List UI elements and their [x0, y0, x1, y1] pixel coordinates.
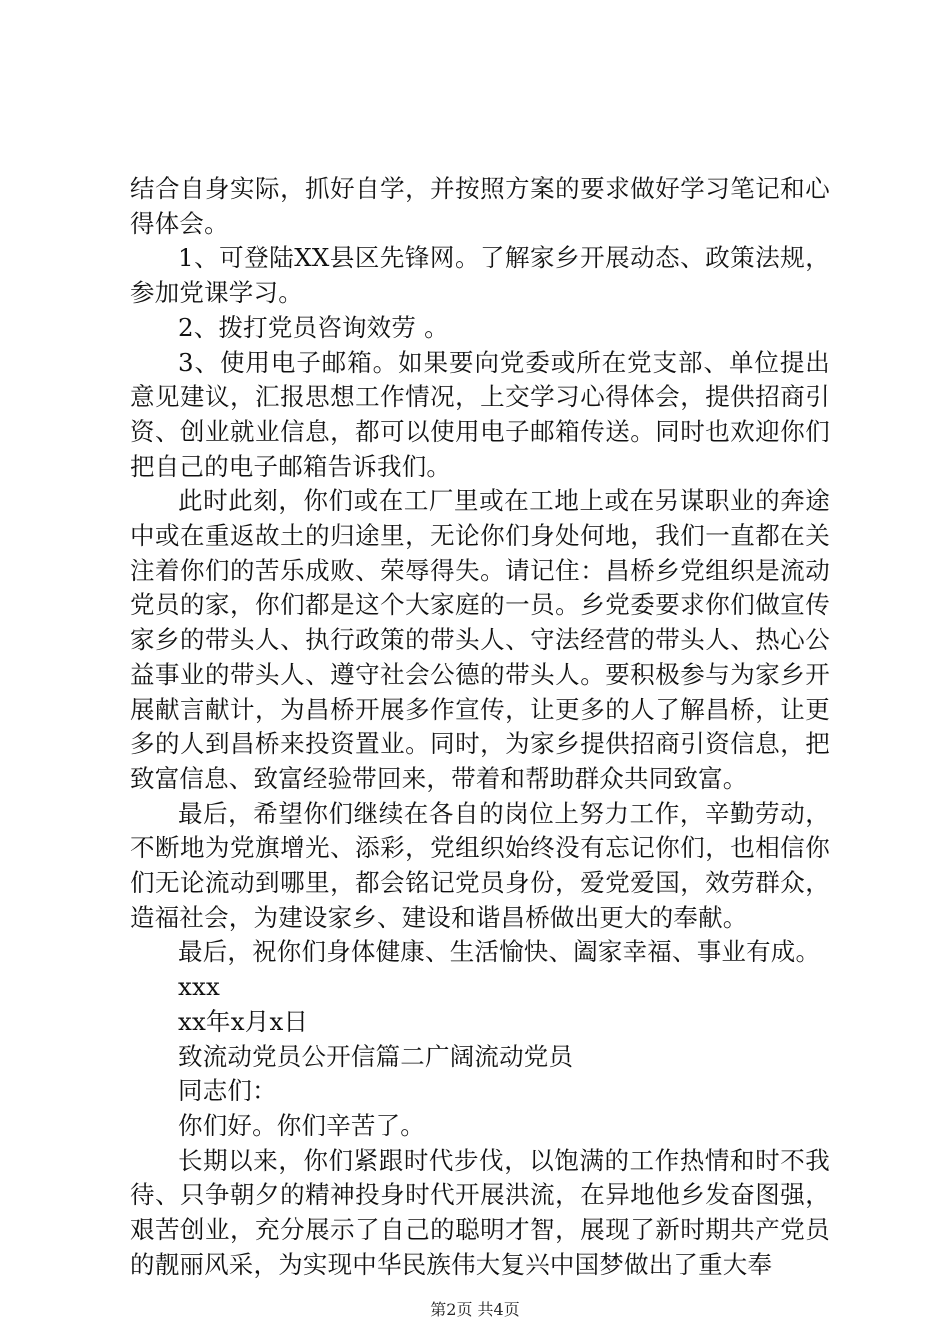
signature: xxx: [178, 972, 221, 1002]
paragraph-wishes: 最后，祝你们身体健康、生活愉快、阖家幸福、事业有成。: [178, 937, 821, 967]
date-line: xx年x月x日: [178, 1006, 309, 1036]
greeting: 你们好。你们辛苦了。: [178, 1110, 425, 1140]
paragraph-body: 长期以来，你们紧跟时代步伐，以饱满的工作热情和时不我待、只争朝夕的精神投身时代开展洪流，在异地他乡发奋图强，艰苦创业，充分展示了自己的聪明才智，展现了新时期共产党员的靓丽风采，为实现中华民族伟大复兴中国梦做出了重大奉: [130, 1145, 830, 1279]
paragraph-appeal: 此时此刻，你们或在工厂里或在工地上或在另谋职业的奔途中或在重返故土的归途里，无论你们身处何地，我们一直都在关注着你们的苦乐成败、荣辱得失。请记住：昌桥乡党组织是流动党员的家，你们都是这个大家庭的一员。乡党委要求你们做宣传家乡的带头人、执行政策的带头人、守法经营的带头人、热心公益事业的带头人、遵守社会公德的带头人。要积极参与为家乡开展献言献计，为昌桥开展多作宣传，让更多的人了解昌桥，让更多的人到昌桥来投资置业。同时，为家乡提供招商引资信息，把致富信息、致富经验带回来，带着和帮助群众共同致富。: [130, 486, 830, 793]
page-number: 第2页 共4页: [430, 1300, 520, 1319]
salutation: 同志们：: [178, 1076, 277, 1106]
paragraph-continuation: 结合自身实际，抓好自学，并按照方案的要求做好学习笔记和心得体会。: [130, 174, 830, 238]
paragraph-item-1: 1、可登陆XX县区先锋网。了解家乡开展动态、政策法规，参加党课学习。: [130, 243, 830, 308]
section-title: 致流动党员公开信篇二广阔流动党员: [178, 1041, 574, 1071]
paragraph-item-3: 3、使用电子邮箱。如果要向党委或所在党支部、单位提出意见建议，汇报思想工作情况，上交学习心得体会，提供招商引资、创业就业信息，都可以使用电子邮箱传送。同时也欢迎你们把自己的电子邮箱告诉我们。: [130, 347, 830, 481]
document-body: [130, 172, 830, 1283]
paragraph-hope: 最后，希望你们继续在各自的岗位上努力工作，辛勤劳动，不断地为党旗增光、添彩，党组织始终没有忘记你们，也相信你们无论流动到哪里，都会铭记党员身份，爱党爱国，效劳群众，造福社会，为建设家乡、建设和谐昌桥做出更大的奉献。: [130, 798, 830, 932]
paragraph-item-2: 2、拨打党员咨询效劳 。: [178, 312, 449, 342]
